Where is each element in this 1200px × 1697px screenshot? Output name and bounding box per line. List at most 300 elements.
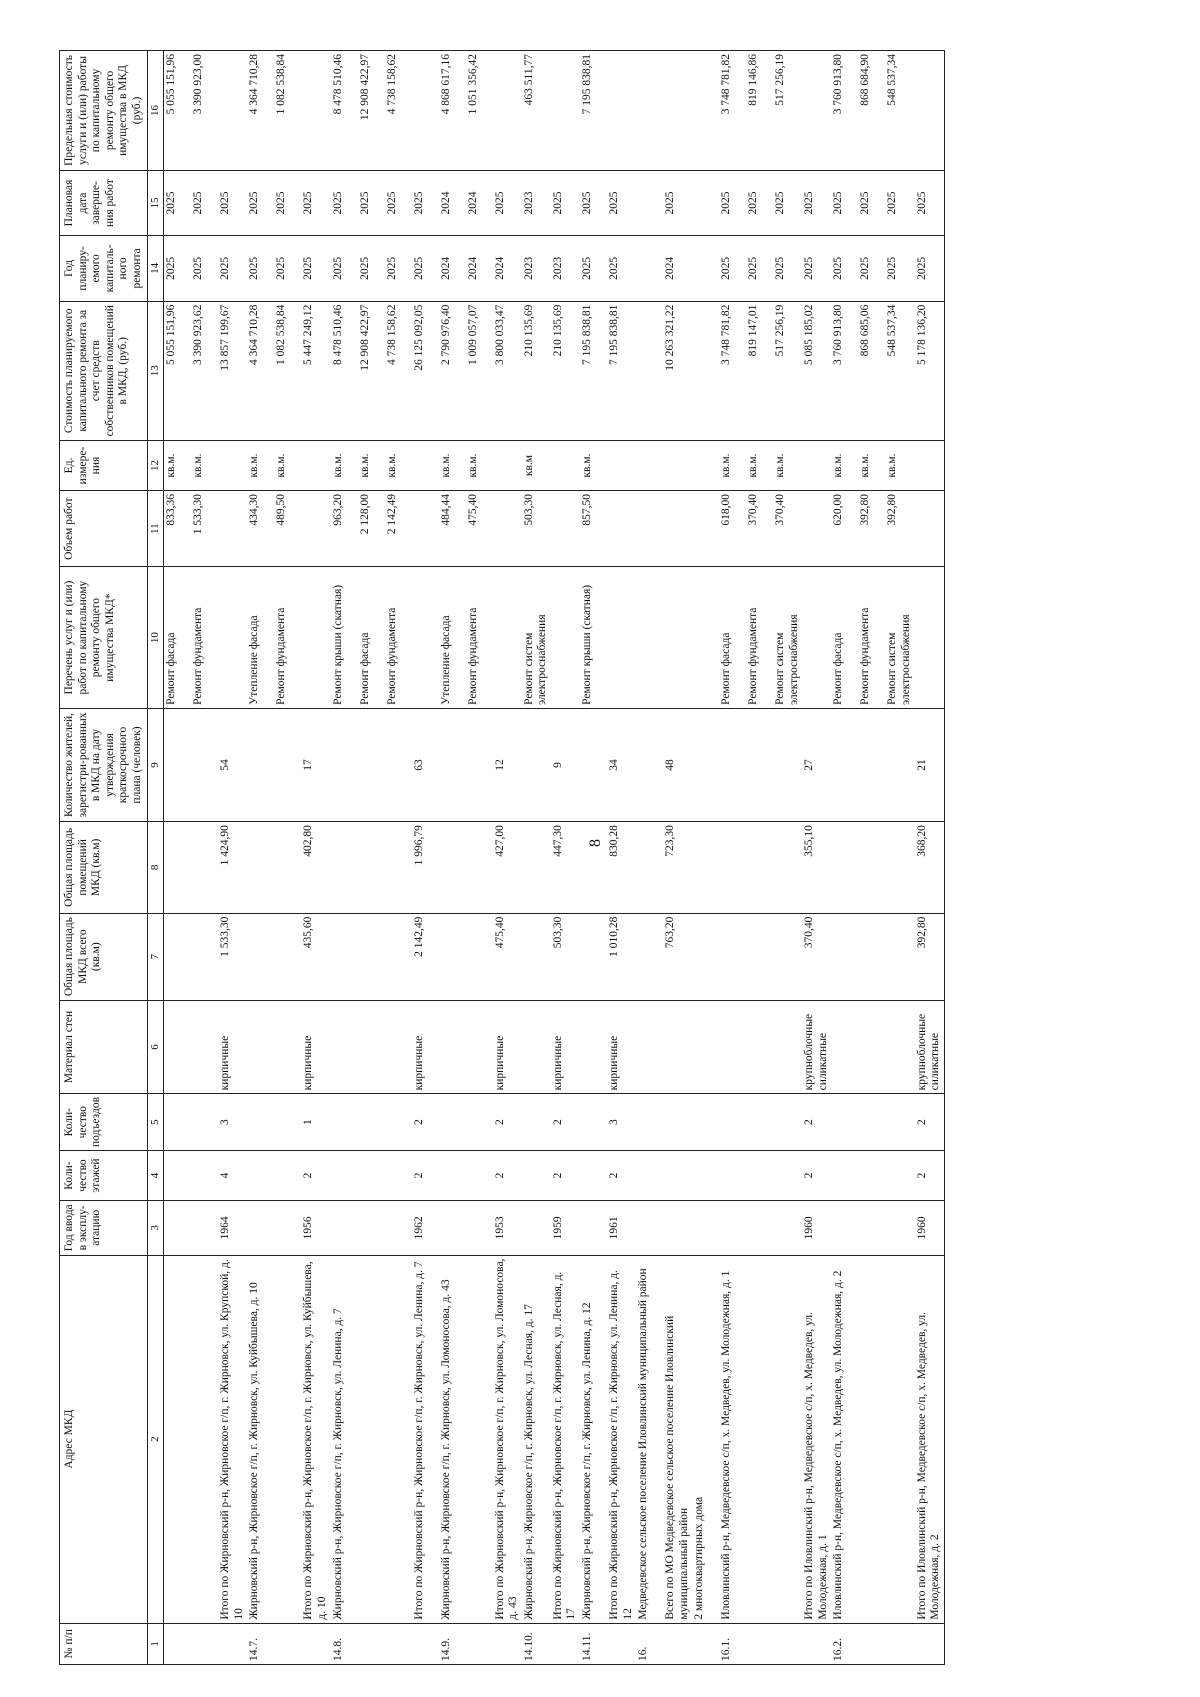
table-cell: 2024	[663, 236, 692, 301]
table-cell	[358, 822, 385, 913]
table-cell: 1 996,79	[412, 822, 439, 913]
table-cell	[719, 822, 746, 913]
table-cell	[358, 1255, 385, 1623]
table-cell: Ремонт крыши (скатная)	[331, 567, 358, 709]
table-cell: кв.м.	[331, 440, 358, 490]
table-row	[802, 51, 831, 1665]
table-cell	[191, 1255, 218, 1623]
table-cell	[493, 440, 522, 490]
table-cell: 3 390 923,62	[191, 301, 218, 440]
table-cell	[551, 1623, 580, 1664]
table-cell: 8 478 510,46	[331, 301, 358, 440]
table-cell	[663, 1150, 692, 1200]
table-cell	[692, 236, 719, 301]
table-cell	[439, 708, 466, 821]
table-cell: Жирновский р-н, Жирновское г/п, г. Жирновск, ул. Ленина, д. 7	[331, 1255, 358, 1623]
table-cell	[692, 1094, 719, 1151]
table-cell: 2025	[412, 170, 439, 235]
table-cell	[358, 1094, 385, 1151]
table-cell	[164, 708, 192, 821]
table-cell: 2	[493, 1150, 522, 1200]
table-cell	[885, 822, 914, 913]
table-cell	[773, 1094, 802, 1151]
table-cell	[522, 1094, 551, 1151]
column-number: 5	[148, 1094, 164, 1151]
table-cell: 548 537,34	[885, 301, 914, 440]
table-cell	[636, 236, 663, 301]
table-cell: 2025	[607, 170, 636, 235]
table-cell: Итого по Жирновский р-н, Жирновское г/п, г. Жирновск, ул. Куйбышева, д. 10	[301, 1255, 330, 1623]
table-cell	[915, 440, 945, 490]
table-cell	[692, 170, 719, 235]
table-cell	[773, 1201, 802, 1255]
table-cell	[915, 51, 945, 171]
table-cell: 2025	[831, 236, 858, 301]
table-cell: Итого по Жирновский р-н, Жирновское г/п, г. Жирновск, ул. Ленина, д. 12	[607, 1255, 636, 1623]
table-cell: 963,20	[331, 491, 358, 567]
table-cell	[439, 1150, 466, 1200]
table-cell	[831, 1150, 858, 1200]
table-cell	[551, 491, 580, 567]
table-cell: 4 364 710,28	[247, 301, 274, 440]
table-cell: 370,40	[773, 491, 802, 567]
page-number: 8	[587, 839, 604, 847]
table-cell: 5 055 151,96	[164, 301, 192, 440]
table-cell	[358, 913, 385, 1000]
table-cell: 2	[607, 1150, 636, 1200]
table-cell	[692, 1201, 719, 1255]
table-cell: 14.11.	[580, 1623, 607, 1664]
table-cell	[773, 822, 802, 913]
table-cell	[493, 51, 522, 171]
table-cell	[692, 567, 719, 709]
column-number: 15	[148, 170, 164, 235]
table-cell	[885, 1623, 914, 1664]
table-cell	[636, 170, 663, 235]
table-cell: 12 908 422,97	[358, 301, 385, 440]
table-cell: 503,30	[551, 913, 580, 1000]
table-cell: 13 857 199,67	[218, 301, 247, 440]
table-cell: 34	[607, 708, 636, 821]
table-cell	[358, 1150, 385, 1200]
table-row	[493, 51, 522, 1665]
table-cell: Ремонт фундамента	[385, 567, 412, 709]
column-number: 13	[148, 301, 164, 440]
table-cell	[274, 1255, 301, 1623]
table-cell: 8 478 510,46	[331, 51, 358, 171]
table-cell	[164, 913, 192, 1000]
table-cell: Итого по Жирновский р-н, Жирновское г/п, г. Жирновск, ул. Ленина, д. 7	[412, 1255, 439, 1623]
table-cell: 2025	[385, 170, 412, 235]
table-cell: 2	[802, 1150, 831, 1200]
table-cell: 2025	[802, 236, 831, 301]
table-cell: крупноблочные силикатные	[802, 1000, 831, 1094]
table-cell: Жирновский р-н, Жирновское г/п, г. Жирновск, ул. Ломоносова, д. 43	[439, 1255, 466, 1623]
table-cell	[412, 1623, 439, 1664]
table-cell	[301, 567, 330, 709]
table-cell: 2025	[719, 170, 746, 235]
table-cell: 370,40	[802, 913, 831, 1000]
table-cell: 1962	[412, 1201, 439, 1255]
table-cell	[831, 1094, 858, 1151]
table-cell	[719, 1150, 746, 1200]
table-cell	[331, 1150, 358, 1200]
table-cell	[663, 51, 692, 171]
table-cell: 618,00	[719, 491, 746, 567]
table-cell: 1960	[802, 1201, 831, 1255]
table-cell: 9	[551, 708, 580, 821]
table-cell: 517 256,19	[773, 301, 802, 440]
table-cell: 4 738 158,62	[385, 51, 412, 171]
table-cell: 2025	[493, 170, 522, 235]
table-cell: 10 263 321,22	[663, 301, 692, 440]
column-number: 10	[148, 567, 164, 709]
table-cell: Итого по Жирновский р-н, Жирновское г/п, г. Жирновск, ул. Ломоносова, д. 43	[493, 1255, 522, 1623]
table-cell	[439, 1201, 466, 1255]
table-cell: 2025	[191, 236, 218, 301]
table-cell: кв.м.	[719, 440, 746, 490]
table-cell: 2025	[773, 170, 802, 235]
table-cell: Ремонт фундамента	[858, 567, 885, 709]
table-cell	[164, 1094, 192, 1151]
table-cell	[773, 1255, 802, 1623]
table-cell	[331, 708, 358, 821]
table-cell	[385, 1094, 412, 1151]
table-cell	[915, 567, 945, 709]
table-cell: 503,30	[522, 491, 551, 567]
table-cell: 1959	[551, 1201, 580, 1255]
table-cell	[466, 1201, 493, 1255]
table-cell	[218, 567, 247, 709]
table-cell: Ремонт систем электроснабжения	[885, 567, 914, 709]
table-cell: 1 009 057,07	[466, 301, 493, 440]
table-cell	[412, 491, 439, 567]
table-cell	[385, 1255, 412, 1623]
table-row	[885, 51, 914, 1665]
table-cell	[247, 822, 274, 913]
table-cell: Итого по Иловлинский р-н, Медведевское с/п, х. Медведев, ул. Молодежная, д. 2	[915, 1255, 945, 1623]
table-cell	[551, 567, 580, 709]
column-number: 9	[148, 708, 164, 821]
table-cell	[636, 491, 663, 567]
column-number: 1	[148, 1623, 164, 1664]
table-cell: 2025	[331, 170, 358, 235]
table-cell	[663, 1623, 692, 1664]
table-cell	[692, 822, 719, 913]
table-cell: 368,20	[915, 822, 945, 913]
table-cell	[746, 708, 773, 821]
table-cell: Иловлинский р-н, Медведевское с/п, х. Медведев, ул. Молодежная, д. 1	[719, 1255, 746, 1623]
table-cell: 2024	[439, 236, 466, 301]
table-cell: кв.м.	[191, 440, 218, 490]
table-cell	[746, 822, 773, 913]
table-cell	[412, 567, 439, 709]
table-cell: 16.2.	[831, 1623, 858, 1664]
column-number-row	[148, 51, 164, 1665]
table-cell: 2025	[358, 236, 385, 301]
table-cell: Ремонт фасада	[831, 567, 858, 709]
table-cell	[636, 1094, 663, 1151]
table-cell: 2025	[915, 236, 945, 301]
table-cell: 2025	[580, 170, 607, 235]
table-cell: 2 142,49	[412, 913, 439, 1000]
table-cell	[636, 301, 663, 440]
table-cell	[274, 708, 301, 821]
capital-repair-plan-table	[59, 50, 945, 1665]
table-cell: 2025	[274, 170, 301, 235]
column-header: Ед. измере-ния	[60, 440, 148, 490]
table-cell: 7 195 838,81	[580, 301, 607, 440]
table-cell	[636, 1201, 663, 1255]
table-cell: Ремонт фундамента	[466, 567, 493, 709]
column-number: 6	[148, 1000, 164, 1094]
table-cell: 4	[218, 1150, 247, 1200]
table-cell	[692, 1000, 719, 1094]
table-cell	[746, 1255, 773, 1623]
table-cell	[164, 1000, 192, 1094]
table-cell: 2025	[746, 236, 773, 301]
table-cell	[191, 1623, 218, 1664]
table-cell: Итого по Жирновский р-н, Жирновское г/п, г. Жирновск, ул. Лесная, д. 17	[551, 1255, 580, 1623]
table-cell: 2	[301, 1150, 330, 1200]
column-header: Общая площадь помещений МКД (кв.м)	[60, 822, 148, 913]
table-cell: 2025	[746, 170, 773, 235]
table-cell	[218, 491, 247, 567]
table-cell	[915, 491, 945, 567]
column-number: 14	[148, 236, 164, 301]
table-cell	[439, 1094, 466, 1151]
column-header: Коли-чество этажей	[60, 1150, 148, 1200]
table-cell: 2025	[385, 236, 412, 301]
table-cell	[274, 1094, 301, 1151]
table-cell: 2025	[858, 170, 885, 235]
table-cell	[746, 1094, 773, 1151]
table-cell: 857,50	[580, 491, 607, 567]
table-cell: 2025	[301, 236, 330, 301]
column-number: 12	[148, 440, 164, 490]
table-cell: крупноблочные силикатные	[915, 1000, 945, 1094]
table-cell: Жирновский р-н, Жирновское г/п, г. Жирновск, ул. Куйбышева, д. 10	[247, 1255, 274, 1623]
table-cell	[636, 1150, 663, 1200]
table-cell: кв.м.	[385, 440, 412, 490]
table-cell: 2025	[218, 236, 247, 301]
table-cell	[802, 491, 831, 567]
table-cell: 2	[551, 1094, 580, 1151]
table-cell: 1960	[915, 1201, 945, 1255]
table-cell: 2025	[885, 170, 914, 235]
table-cell: 2025	[164, 236, 192, 301]
table-cell	[493, 567, 522, 709]
table-cell: 1961	[607, 1201, 636, 1255]
table-cell: кирпичные	[493, 1000, 522, 1094]
table-cell: 14.10.	[522, 1623, 551, 1664]
table-cell	[885, 1150, 914, 1200]
table-cell: Медведевское сельское поселение Иловлинский муниципальный район	[636, 1255, 663, 1623]
table-cell	[636, 567, 663, 709]
table-row	[164, 51, 192, 1665]
table-cell: 48	[663, 708, 692, 821]
table-cell: 819 147,01	[746, 301, 773, 440]
table-cell	[802, 1623, 831, 1664]
table-cell: 2 128,00	[358, 491, 385, 567]
table-cell	[858, 913, 885, 1000]
table-cell: 3 760 913,80	[831, 301, 858, 440]
table-row	[580, 51, 607, 1665]
table-cell: 1953	[493, 1201, 522, 1255]
table-cell	[385, 913, 412, 1000]
table-cell	[191, 913, 218, 1000]
table-cell	[358, 1000, 385, 1094]
table-row	[439, 51, 466, 1665]
table-cell	[858, 1150, 885, 1200]
table-cell	[580, 1094, 607, 1151]
table-cell: кв.м.	[466, 440, 493, 490]
table-cell	[580, 913, 607, 1000]
table-cell: 2 многоквартирных дома	[692, 1255, 719, 1623]
table-cell	[692, 440, 719, 490]
table-cell: 16.	[636, 1623, 663, 1664]
table-cell	[274, 1623, 301, 1664]
table-cell	[858, 1000, 885, 1094]
table-cell	[247, 1201, 274, 1255]
table-cell	[358, 1201, 385, 1255]
table-cell	[191, 1201, 218, 1255]
table-cell	[412, 51, 439, 171]
table-cell	[719, 913, 746, 1000]
table-cell	[301, 51, 330, 171]
table-row	[746, 51, 773, 1665]
table-cell	[858, 822, 885, 913]
table-cell: Ремонт систем электроснабжения	[773, 567, 802, 709]
table-cell: 2	[915, 1150, 945, 1200]
table-cell: 3 748 781,82	[719, 51, 746, 171]
table-cell	[885, 708, 914, 821]
table-cell: 2025	[274, 236, 301, 301]
table-cell: 392,80	[915, 913, 945, 1000]
table-cell	[247, 1150, 274, 1200]
table-cell	[385, 1000, 412, 1094]
table-cell	[636, 708, 663, 821]
table-cell: 2024	[466, 170, 493, 235]
table-cell: Утепление фасада	[439, 567, 466, 709]
table-cell	[522, 1150, 551, 1200]
table-cell	[692, 301, 719, 440]
table-cell	[746, 1623, 773, 1664]
table-cell: 370,40	[746, 491, 773, 567]
column-number: 16	[148, 51, 164, 171]
table-cell	[692, 491, 719, 567]
table-cell	[466, 1255, 493, 1623]
table-cell: 2025	[885, 236, 914, 301]
table-cell	[331, 1201, 358, 1255]
table-cell	[692, 51, 719, 171]
table-cell: кв.м.	[439, 440, 466, 490]
table-cell	[358, 708, 385, 821]
table-cell	[773, 1150, 802, 1200]
table-cell	[274, 913, 301, 1000]
table-cell: 723,30	[663, 822, 692, 913]
table-cell	[663, 567, 692, 709]
table-cell: 4 868 617,16	[439, 51, 466, 171]
table-row	[274, 51, 301, 1665]
table-cell	[831, 913, 858, 1000]
table-cell: 210 135,69	[551, 301, 580, 440]
table-cell: 5 055 151,96	[164, 51, 192, 171]
table-cell: 427,00	[493, 822, 522, 913]
table-cell: 7 195 838,81	[607, 301, 636, 440]
column-header: Предельная стоимость услуги и (или) работы по капитальному ремонту общего имущества в МКД (руб.)	[60, 51, 148, 171]
table-row	[247, 51, 274, 1665]
table-cell: кв.м.	[831, 440, 858, 490]
table-cell: кирпичные	[551, 1000, 580, 1094]
table-cell: 14.8.	[331, 1623, 358, 1664]
table-cell	[301, 440, 330, 490]
column-header: Перечень услуг и (или) работ по капитальному ремонту общего имущества МКД*	[60, 567, 148, 709]
table-cell: 355,10	[802, 822, 831, 913]
table-cell	[885, 1000, 914, 1094]
table-cell	[663, 1201, 692, 1255]
table-cell	[692, 913, 719, 1000]
table-row	[412, 51, 439, 1665]
table-cell: 833,36	[164, 491, 192, 567]
table-cell: 868 685,06	[858, 301, 885, 440]
table-cell	[331, 913, 358, 1000]
table-row	[663, 51, 692, 1665]
table-cell: 392,80	[885, 491, 914, 567]
table-cell: 3	[218, 1094, 247, 1151]
table-cell: Ремонт фундамента	[746, 567, 773, 709]
rotated-table-container	[59, 50, 1199, 1665]
column-number: 3	[148, 1201, 164, 1255]
table-cell	[466, 913, 493, 1000]
table-cell	[218, 1623, 247, 1664]
table-cell: 475,40	[493, 913, 522, 1000]
table-cell: 2025	[358, 170, 385, 235]
table-cell: кв.м.	[773, 440, 802, 490]
table-cell: 517 256,19	[773, 51, 802, 171]
table-cell: 14.9.	[439, 1623, 466, 1664]
column-number: 2	[148, 1255, 164, 1623]
table-cell	[636, 913, 663, 1000]
table-cell: Ремонт фасада	[164, 567, 192, 709]
table-cell: Ремонт фасада	[719, 567, 746, 709]
table-cell	[692, 1150, 719, 1200]
table-cell: 2	[802, 1094, 831, 1151]
table-row	[218, 51, 247, 1665]
table-cell	[247, 1094, 274, 1151]
table-cell	[551, 51, 580, 171]
table-cell	[885, 1201, 914, 1255]
table-cell	[831, 708, 858, 821]
column-header: № п/п	[60, 1623, 148, 1664]
table-cell	[858, 1623, 885, 1664]
table-cell: 484,44	[439, 491, 466, 567]
table-cell: 54	[218, 708, 247, 821]
table-cell	[580, 1150, 607, 1200]
table-row	[636, 51, 663, 1665]
table-cell	[522, 913, 551, 1000]
table-cell	[439, 822, 466, 913]
table-cell	[773, 1623, 802, 1664]
table-cell: Ремонт фундамента	[274, 567, 301, 709]
table-cell	[607, 567, 636, 709]
table-cell	[493, 1623, 522, 1664]
table-cell: 447,30	[551, 822, 580, 913]
table-cell: 763,20	[663, 913, 692, 1000]
table-cell: 2025	[247, 236, 274, 301]
column-header: Количество жителей, зарегистри-рованных в МКД на дату утверждения краткосрочного плана (человек)	[60, 708, 148, 821]
table-cell: 2 142,49	[385, 491, 412, 567]
